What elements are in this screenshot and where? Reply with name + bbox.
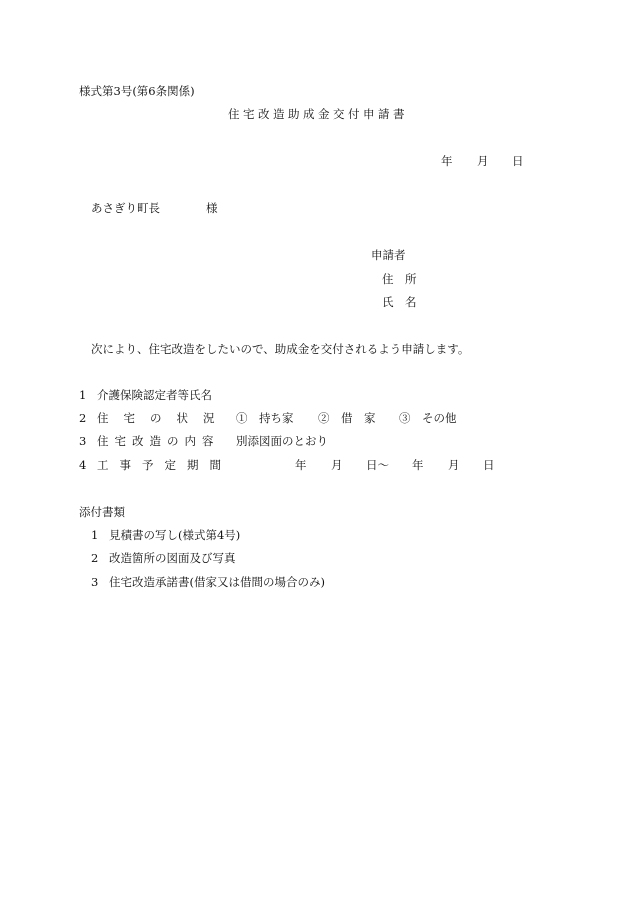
item-1-number: 1 — [79, 388, 87, 402]
item-4-end-day: 日 — [483, 458, 495, 472]
document-title: 住宅改造助成金交付申請書 — [228, 107, 408, 121]
attachment-2-number: 2 — [91, 551, 99, 565]
item-2-option-2: ② 借 家 — [318, 411, 376, 425]
addressee-honorific: 様 — [206, 201, 218, 215]
item-4-label: 工事予定期間 — [97, 458, 232, 472]
item-4-end-year: 年 — [412, 458, 424, 472]
attachments-heading: 添付書類 — [79, 505, 125, 519]
attachment-1-text: 見積書の写し(様式第4号) — [109, 528, 241, 542]
item-2-option-1: ① 持ち家 — [236, 411, 294, 425]
applicant-address-label: 住 所 — [382, 272, 417, 286]
form-number: 様式第3号(第6条関係) — [79, 84, 195, 98]
applicant-name-label: 氏 名 — [382, 295, 417, 309]
item-2-option-3: ③ その他 — [399, 411, 457, 425]
date-day: 日 — [512, 154, 524, 168]
item-4-number: 4 — [79, 458, 87, 472]
item-4-start-month: 月 — [331, 458, 343, 472]
item-1-label: 介護保険認定者等氏名 — [97, 388, 212, 402]
attachment-3-number: 3 — [91, 575, 99, 589]
item-3-label: 住宅改造の内容 — [97, 434, 220, 448]
attachment-3-text: 住宅改造承諾書(借家又は借間の場合のみ) — [109, 575, 325, 589]
date-month: 月 — [477, 154, 489, 168]
addressee-name: あさぎり町長 — [91, 201, 160, 215]
item-3-value: 別添図面のとおり — [236, 434, 328, 448]
item-2-label: 住宅の状況 — [97, 411, 230, 425]
item-4-start-year: 年 — [295, 458, 307, 472]
attachment-2-text: 改造箇所の図面及び写真 — [109, 551, 236, 565]
item-2-number: 2 — [79, 411, 87, 425]
date-year: 年 — [441, 154, 453, 168]
item-4-start-day: 日〜 — [366, 458, 389, 472]
applicant-label: 申請者 — [371, 248, 406, 262]
item-4-end-month: 月 — [448, 458, 460, 472]
application-statement: 次により、住宅改造をしたいので、助成金を交付されるよう申請します。 — [91, 342, 470, 356]
attachment-1-number: 1 — [91, 528, 99, 542]
item-3-number: 3 — [79, 434, 87, 448]
